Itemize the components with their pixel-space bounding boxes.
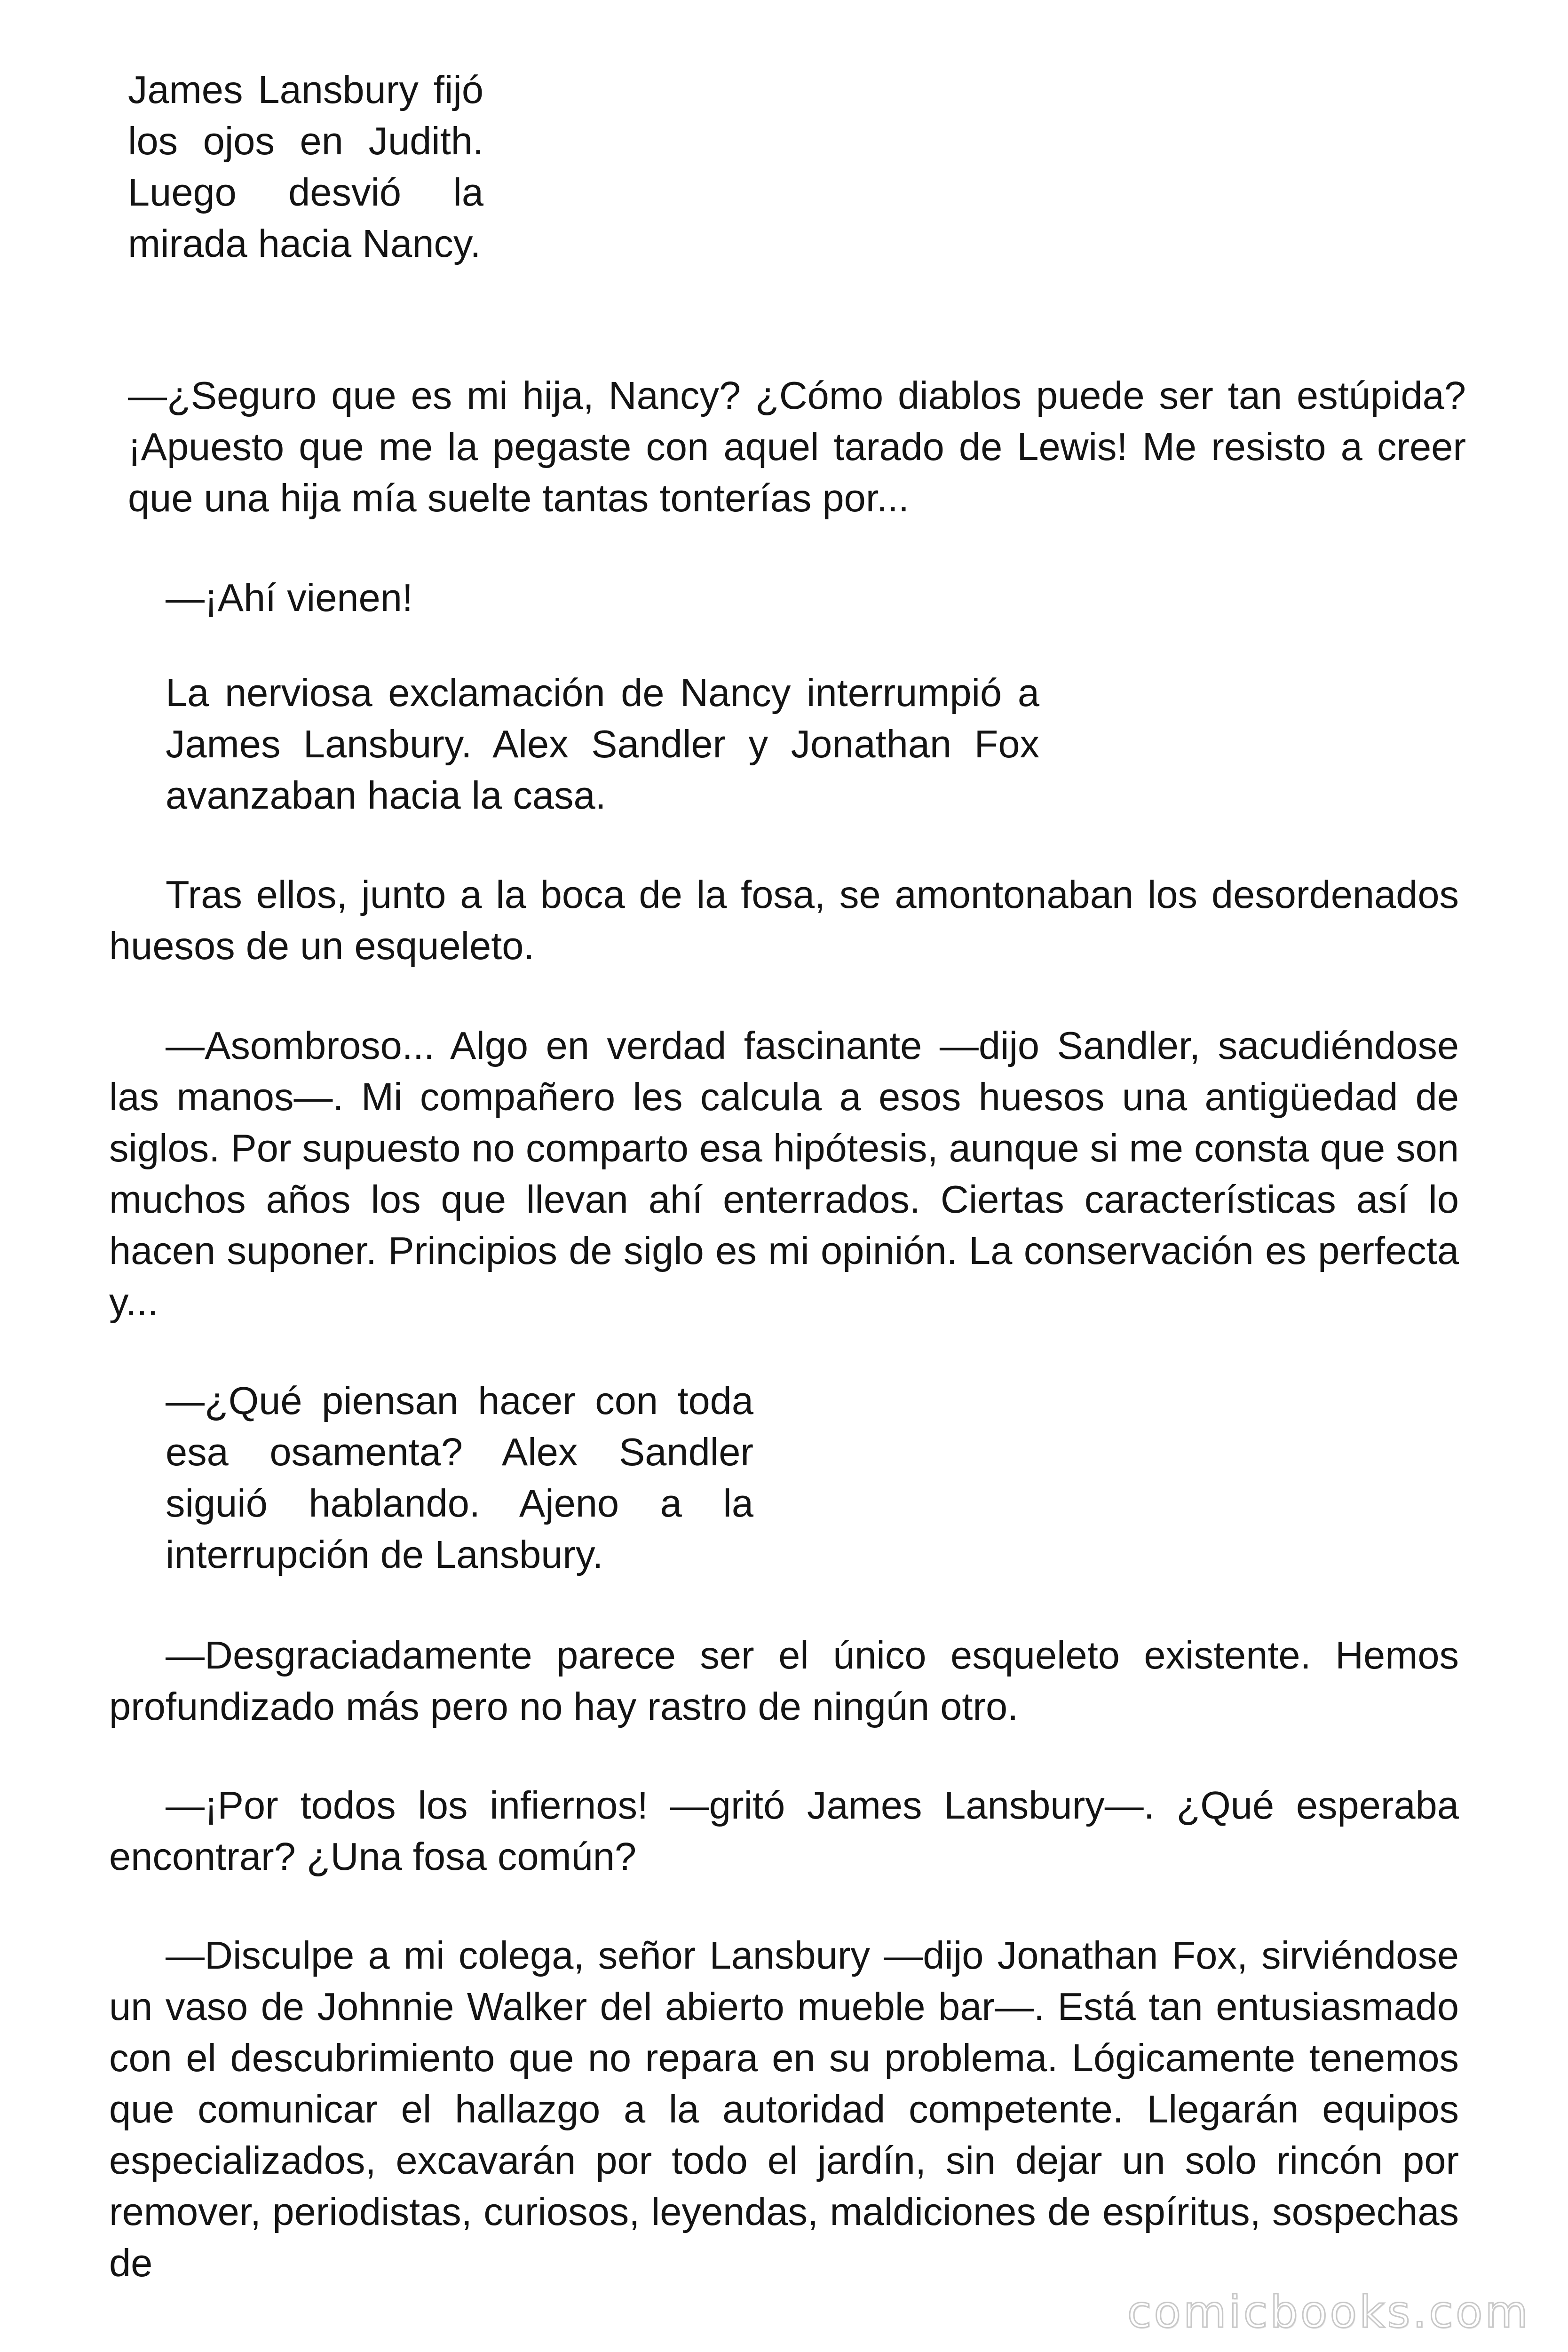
paragraph-7: —¿Qué piensan hacer con toda esa osamenta? Alex Sandler siguió hablando. Ajeno a la interrupción de Lansbury. [166, 1379, 753, 1576]
paragraph-9: —¡Por todos los infiernos! —gritó James Lansbury—. ¿Qué esperaba encontrar? ¿Una fosa común? [109, 1783, 1459, 1878]
paragraph-4: La nerviosa exclamación de Nancy interrumpió a James Lansbury. Alex Sandler y Jonathan Fox avanzaban hacia la casa. [166, 671, 1039, 817]
paragraph-6: —Asombroso... Algo en verdad fascinante —dijo Sandler, sacudiéndose las manos—. Mi compañero les calcula a esos huesos una antigüedad de siglos. Por supuesto no comparto esa hipótesis, aunque si me consta que son muchos años los que llevan ahí enterrados. Ciertas características así lo hacen suponer. Principios de siglo es mi opinión. La conservación es perfecta y... [109, 1024, 1459, 1324]
paragraph-1: James Lansbury fijó los ojos en Judith. Luego desvió la mirada hacia Nancy. [128, 68, 483, 265]
paragraph-10: —Disculpe a mi colega, señor Lansbury —dijo Jonathan Fox, sirviéndose un vaso de Johnnie Walker del abierto mueble bar—. Está tan entusiasmado con el descubrimiento que no repara en su problema. Lógicamente tenemos que comunicar el hallazgo a la autoridad competente. Llegarán equipos especializados, excavarán por todo el jardín, sin dejar un solo rincón por remover, periodistas, curiosos, leyendas, maldiciones de espíritus, sospechas de [109, 1933, 1459, 2285]
watermark-logo: comicbooks.com [1127, 2287, 1530, 2338]
paragraph-3: —¡Ahí vienen! [166, 576, 413, 620]
paragraph-8: —Desgraciadamente parece ser el único esqueleto existente. Hemos profundizado más pero no hay rastro de ningún otro. [109, 1633, 1459, 1728]
paragraph-5: Tras ellos, junto a la boca de la fosa, se amontonaban los desordenados huesos de un esqueleto. [109, 873, 1459, 968]
paragraph-2: —¿Seguro que es mi hija, Nancy? ¿Cómo diablos puede ser tan estúpida? ¡Apuesto que me la pegaste con aquel tarado de Lewis! Me resisto a creer que una hija mía suelte tantas tonterías por... [128, 373, 1466, 520]
